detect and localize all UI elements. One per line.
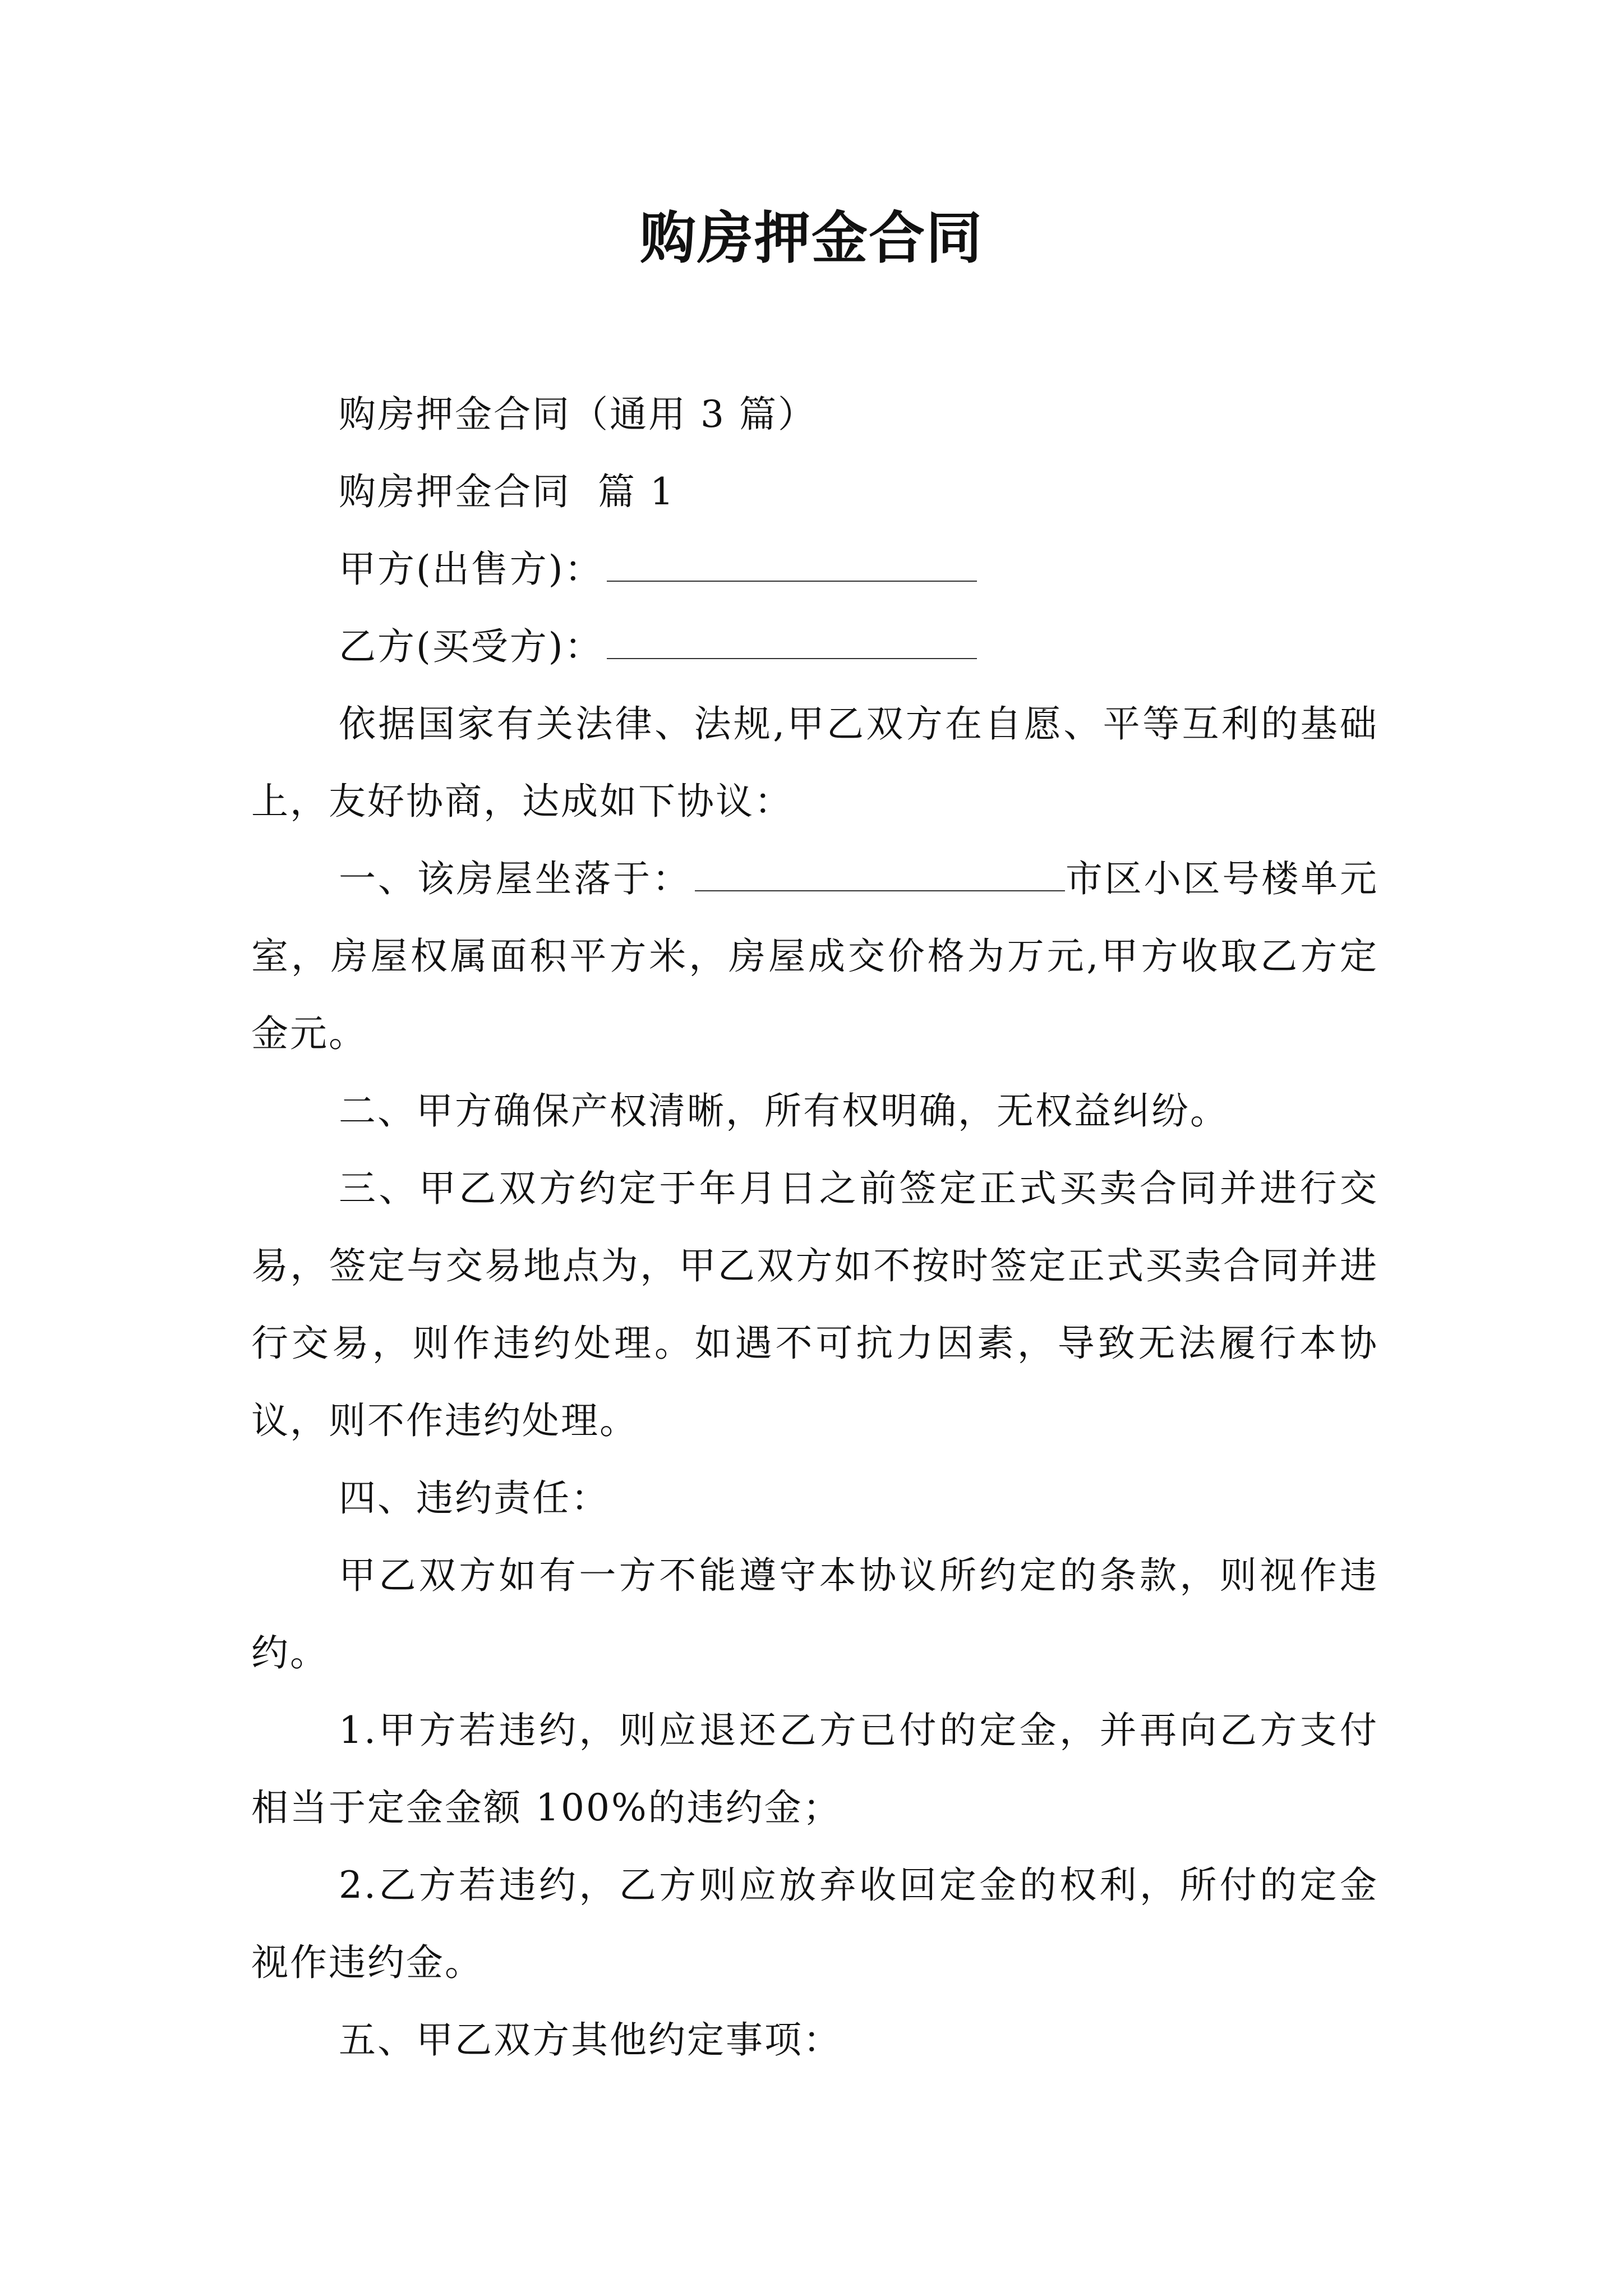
clause-3: 三、甲乙双方约定于年月日之前签定正式买卖合同并进行交易，签定与交易地点为，甲乙双方如不按时签定正式买卖合同并进行交易，则作违约处理。如遇不可抗力因素，导致无法履行本协议，则不作违约处理。 (251, 1167, 1378, 1442)
clause-4-heading: 四、违约责任： (339, 1476, 610, 1520)
party-b-blank (607, 624, 977, 659)
intro-paragraph: 依据国家有关法律、法规,甲乙双方在自愿、平等互利的基础上，友好协商，达成如下协议： (251, 702, 1378, 823)
clause-4-item-1: 1.甲方若违约，则应退还乙方已付的定金，并再向乙方支付相当于定金金额 100%的违约金； (251, 1709, 1378, 1829)
section-heading: 购房押金合同 篇 1 (339, 470, 675, 513)
party-a-line (251, 531, 1378, 608)
party-b-label: 乙方(买受方)： (339, 625, 603, 668)
document-subtitle: 购房押金合同（通用 3 篇） (339, 393, 817, 436)
clause-4-item-2: 2.乙方若违约，乙方则应放弃收回定金的权利，所付的定金视作违约金。 (251, 1864, 1378, 1984)
document-title: 购房押金合同 (640, 205, 983, 271)
clause-1-suffix: 市区小区号楼单元室，房屋权属面积平方米，房屋成交价格为万元,甲方收取乙方定金元。 (251, 857, 1379, 1055)
clause-1-prefix: 一、该房屋坐落于： (339, 857, 691, 900)
document-body (251, 376, 1378, 2079)
clause-4-text: 甲乙双方如有一方不能遵守本协议所约定的条款，则视作违约。 (251, 1554, 1378, 1674)
party-a-blank (607, 547, 977, 582)
clause-1 (251, 840, 1378, 1073)
clause-5-heading: 五、甲乙双方其他约定事项： (339, 2018, 842, 2062)
clause-2: 二、甲方确保产权清晰，所有权明确，无权益纠纷。 (339, 1089, 1229, 1133)
party-b-line (251, 608, 1378, 685)
location-blank (695, 857, 1065, 891)
party-a-label: 甲方(出售方)： (339, 547, 603, 591)
